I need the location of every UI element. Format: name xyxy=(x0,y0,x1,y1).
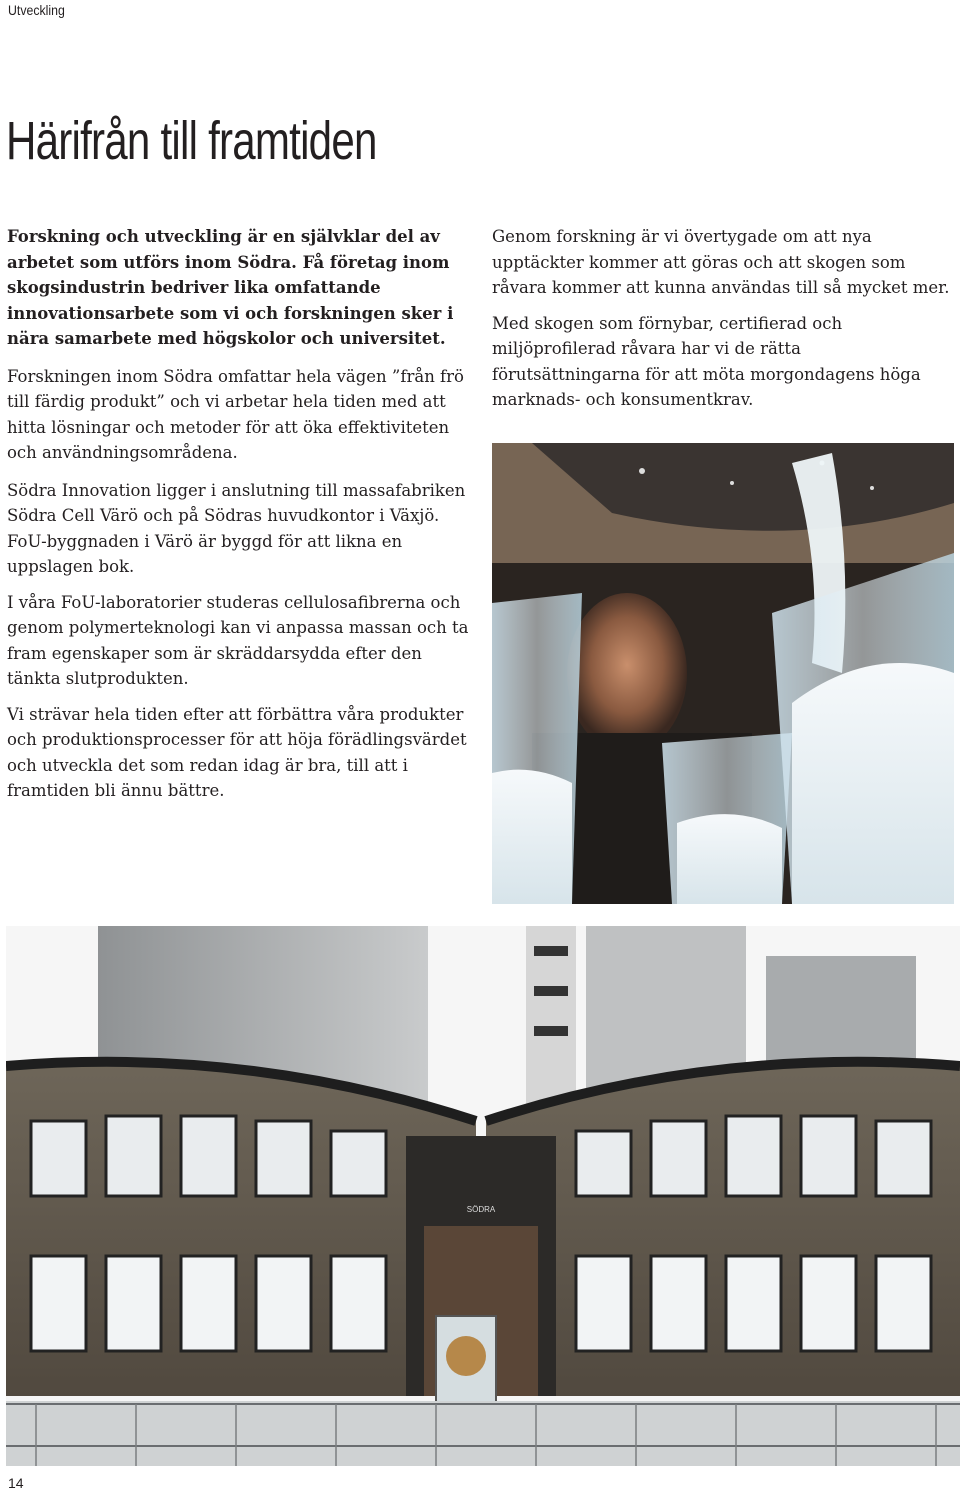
building-sign: SÖDRA xyxy=(466,1205,496,1214)
building-illustration xyxy=(6,926,960,1466)
lead-paragraph: Forskning och utveckling är en självklar del av arbetet som utförs inom Södra. Få företag inom skogsindustrin bedriver lika omfattande innovationsarbete som vi och forskningen sker i nära samarbete med högskolor och universitet. xyxy=(7,227,454,348)
body-paragraph: Genom forskning är vi övertygade om att nya upptäckter kommer att göras och att skogen som råvara kommer att kunna användas till så mycket mer. xyxy=(492,227,950,297)
left-text-column xyxy=(7,224,469,816)
body-paragraph: Med skogen som förnybar, certifierad och miljöprofilerad råvara har vi de rätta förutsättningarna för att möta morgondagens höga marknads- och konsumentkrav. xyxy=(492,313,921,409)
body-paragraph: Forskningen inom Södra omfattar hela vägen ”från frö till färdig produkt” och vi arbetar hela tiden med att hitta lösningar och metoder för att öka effektiviteten och användningsområdena. xyxy=(7,366,464,462)
section-label: Utveckling xyxy=(8,2,65,18)
body-paragraph: Södra Innovation ligger i anslutning till massafabriken Södra Cell Värö och på Södras huvudkontor i Växjö. FoU-byggnaden i Värö är byggd för att likna en uppslagen bok. xyxy=(7,480,466,576)
page-title: Härifrån till framtiden xyxy=(6,111,377,171)
page-number: 14 xyxy=(8,1475,24,1491)
body-paragraph: Vi strävar hela tiden efter att förbättra våra produkter och produktionsprocesser för att höja förädlingsvärdet och utveckla det som redan idag är bra, till att i framtiden bli ännu bättre. xyxy=(7,704,467,800)
right-text-column xyxy=(492,224,952,425)
laboratory-illustration xyxy=(492,443,954,904)
laboratory-photo xyxy=(492,443,954,904)
body-paragraph: I våra FoU-laboratorier studeras cellulosafibrerna och genom polymerteknologi kan vi anpassa massan och ta fram egenskaper som är skräddarsydda efter den tänkta slutprodukten. xyxy=(7,592,469,688)
building-photo xyxy=(6,926,960,1466)
